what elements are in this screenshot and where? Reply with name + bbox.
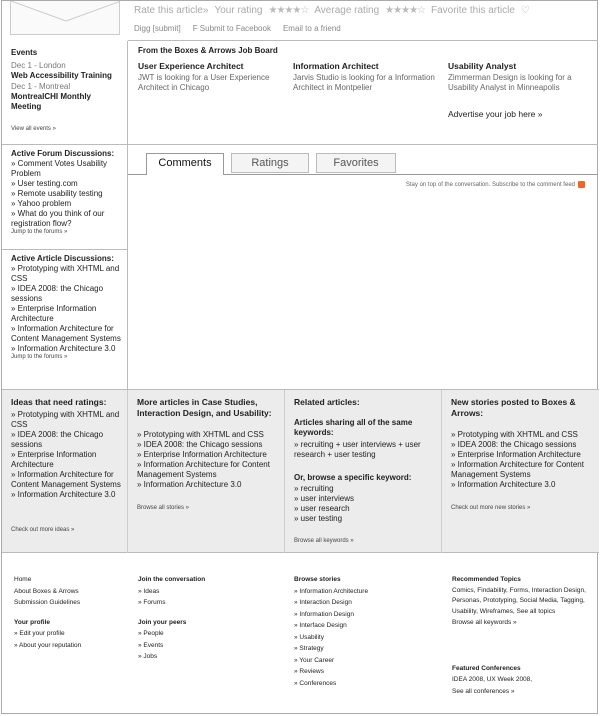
list-item[interactable]: » Information Architecture for Content Management Systems (451, 460, 584, 479)
event-date: Dec 1 - London (11, 61, 66, 70)
left-sidebar (2, 41, 128, 389)
facebook-link[interactable]: F Submit to Facebook (192, 24, 271, 33)
event-name[interactable]: MontrealCHI Monthly Meeting (11, 92, 91, 111)
spacer (452, 629, 592, 663)
list-item[interactable]: » Enterprise Information Architecture (137, 450, 267, 459)
discussion-item[interactable]: » Prototyping with XHTML and CSS (11, 264, 120, 283)
related-heading: Related articles: (294, 397, 360, 407)
keyword-link[interactable]: » user interviews (294, 494, 355, 503)
discussion-item[interactable]: » Information Architecture 3.0 (11, 344, 116, 353)
forum-list (11, 159, 123, 229)
rate-label: Rate this article» (134, 5, 209, 16)
event-name[interactable]: Web Accessibility Training (11, 71, 112, 80)
your-rating-label: Your rating (214, 5, 263, 16)
tab-ratings[interactable]: Ratings (231, 153, 309, 173)
more-new-stories-link[interactable]: Check out more new stories » (451, 505, 531, 511)
job-title[interactable]: Usability Analyst (448, 61, 517, 71)
forum-item[interactable]: » Comment Votes Usability Problem (11, 159, 108, 178)
forum-item[interactable]: » Remote usability testing (11, 189, 103, 198)
list-item[interactable]: » IDEA 2008: the Chicago sessions (137, 440, 263, 449)
discussion-item[interactable]: » Information Architecture for Content Management Systems (11, 324, 121, 343)
browse-keyword-heading: Or, browse a specific keyword: (294, 473, 412, 482)
job-description: Jarvis Studio is looking for a Information Architect in Montpelier (293, 73, 435, 92)
see-all-conferences-link[interactable]: See all conferences » (452, 687, 515, 695)
job-title[interactable]: User Experience Architect (138, 61, 244, 71)
forum-item[interactable]: » What do you think of our registration flow? (11, 209, 105, 228)
footer-link[interactable]: » Usability (294, 633, 324, 641)
list-item[interactable]: » Prototyping with XHTML and CSS (11, 410, 120, 429)
sharing-keywords-heading: Articles sharing all of the same keywords: (294, 418, 413, 437)
footer-link[interactable]: » Jobs (138, 653, 158, 660)
browse-keywords-link[interactable]: Browse all keywords » (452, 619, 517, 626)
keyword-link[interactable]: » recruiting (294, 484, 334, 493)
footer-link[interactable]: » Ideas (138, 587, 160, 595)
divider (2, 249, 128, 250)
recommended-topics-heading: Recommended Topics (452, 576, 521, 583)
join-conversation-heading: Join the conversation (138, 576, 206, 583)
keyword-combination-link[interactable]: » recruiting + user interviews + user research + user testing (294, 440, 421, 459)
article-discussions-section (11, 254, 123, 360)
discussion-item[interactable]: » Enterprise Information Architecture (11, 304, 97, 323)
rating-row (134, 5, 536, 16)
ideas-heading: Ideas that need ratings: (11, 397, 107, 407)
featured-conferences-heading: Featured Conferences (452, 664, 521, 672)
footer-col-community (138, 574, 278, 663)
keyword-list (294, 484, 435, 524)
more-articles-column (128, 390, 285, 553)
footer-link[interactable]: » Events (138, 641, 164, 649)
article-discussions-heading: Active Article Discussions: (11, 254, 114, 263)
job-board (128, 41, 598, 145)
profile-heading: Your profile (14, 618, 50, 626)
job-description: JWT is looking for a User Experience Architect in Chicago (138, 73, 270, 92)
subscribe-text[interactable]: Stay on top of the conversation. Subscribe to the comment feed (405, 182, 575, 189)
rss-icon[interactable] (578, 181, 585, 188)
join-peers-heading: Join your peers (138, 618, 187, 626)
job-description: Zimmerman Design is looking for a Usability Analyst in Minneapolis (448, 73, 572, 92)
spacer (138, 609, 278, 617)
view-all-events-link[interactable]: View all events » (11, 126, 56, 132)
tab-favorites[interactable]: Favorites (316, 153, 396, 173)
new-stories-list (451, 430, 593, 490)
footer-link[interactable]: » About your reputation (14, 641, 82, 649)
footer-link[interactable]: » Reviews (294, 668, 324, 675)
forum-section (11, 149, 123, 235)
footer-col-browse (294, 574, 434, 689)
footer-link[interactable]: » Information Design (294, 610, 354, 618)
footer-link[interactable]: » Edit your profile (14, 630, 65, 637)
forum-item[interactable]: » User testing.com (11, 179, 78, 188)
more-ideas-link[interactable]: Check out more ideas » (11, 527, 75, 533)
divider (2, 144, 128, 145)
list-item[interactable]: » Enterprise Information Architecture (11, 450, 97, 469)
related-articles-column (285, 390, 442, 553)
average-rating-label: Average rating (314, 5, 380, 16)
list-item[interactable]: » Information Architecture 3.0 (137, 480, 242, 489)
conferences-list[interactable]: IDEA 2008, UX Week 2008, (452, 676, 533, 683)
footer-link[interactable]: Submission Guidelines (14, 599, 81, 606)
email-link[interactable]: Email to a friend (282, 24, 341, 33)
digg-link[interactable]: Digg [submit] (134, 24, 181, 33)
ideas-column (2, 390, 128, 553)
list-item[interactable]: » Information Architecture 3.0 (451, 480, 556, 489)
job-title[interactable]: Information Architect (293, 61, 379, 71)
job-listing[interactable] (138, 61, 288, 93)
more-articles-heading: More articles in Case Studies, Interaction Design, and Usability: (137, 397, 272, 418)
keyword-link[interactable]: » user testing (294, 514, 343, 523)
footer-col-site (14, 574, 124, 651)
footer-link[interactable]: » Interaction Design (294, 599, 352, 606)
footer-link[interactable]: Home (14, 576, 32, 583)
browse-all-stories-link[interactable]: Browse all stories » (137, 505, 190, 511)
related-content-band (2, 389, 599, 553)
footer-link[interactable]: » Forums (138, 599, 166, 606)
placeholder-image-icon (11, 1, 120, 35)
heart-icon[interactable]: ♡ (520, 5, 530, 16)
list-item[interactable]: » Information Architecture for Content Management Systems (137, 460, 270, 479)
list-item[interactable]: » Prototyping with XHTML and CSS (451, 430, 578, 439)
average-rating-stars: ★★★★☆ (385, 5, 425, 16)
list-item[interactable]: » Prototyping with XHTML and CSS (137, 430, 264, 439)
your-rating-stars[interactable]: ★★★★☆ (268, 5, 309, 16)
favorite-link[interactable]: Favorite this article (431, 5, 515, 16)
list-item[interactable]: » Enterprise Information Architecture (451, 450, 581, 459)
subscribe-comment-feed[interactable] (406, 181, 585, 188)
share-row (134, 24, 353, 33)
jump-to-forums-link[interactable]: Jump to the forums » (11, 354, 68, 360)
events-section (11, 48, 123, 132)
footer-col-topics (452, 574, 592, 697)
forum-item[interactable]: » Yahoo problem (11, 199, 72, 208)
footer-link[interactable]: About Boxes & Arrows (14, 587, 79, 595)
list-item[interactable]: » IDEA 2008: the Chicago sessions (11, 430, 104, 449)
list-item[interactable]: » Information Architecture 3.0 (11, 490, 116, 499)
more-articles-list (137, 430, 278, 490)
spacer (14, 609, 124, 617)
events-heading: Events (11, 48, 38, 57)
rating-bar (128, 1, 598, 41)
job-board-heading: From the Boxes & Arrows Job Board (138, 46, 278, 55)
ideas-list (11, 410, 121, 500)
browse-stories-heading: Browse stories (294, 576, 341, 583)
discussion-item[interactable]: » IDEA 2008: the Chicago sessions (11, 284, 104, 303)
footer (2, 554, 599, 715)
topics-list[interactable]: Comics, Findability, Forms, Interaction Design, Personas, Prototyping, Social Media, Tagging, Usability, Wireframes, See all topics (452, 586, 586, 615)
list-item[interactable]: » Information Architecture for Content Management Systems (11, 470, 121, 489)
jump-to-forums-link[interactable]: Jump to the forums » (11, 229, 68, 235)
article-discussions-list (11, 264, 123, 354)
job-listing[interactable] (293, 61, 443, 93)
event-date: Dec 1 - Montreal (11, 82, 71, 91)
job-listing[interactable] (448, 61, 598, 93)
footer-link[interactable]: » Conferences (294, 679, 337, 687)
footer-link[interactable]: » Strategy (294, 645, 324, 652)
forum-heading: Active Forum Discussions: (11, 149, 115, 158)
footer-link[interactable]: » People (138, 630, 164, 637)
browse-all-keywords-link[interactable]: Browse all keywords » (294, 538, 354, 544)
footer-link[interactable]: » Information Architecture (294, 587, 369, 595)
image-placeholder (10, 1, 120, 35)
footer-link[interactable]: » Interface Design (294, 622, 347, 629)
keyword-link[interactable]: » user research (294, 504, 350, 513)
new-stories-heading: New stories posted to Boxes & Arrows: (451, 397, 576, 418)
new-stories-column (442, 390, 599, 553)
list-item[interactable]: » IDEA 2008: the Chicago sessions (451, 440, 577, 449)
page-frame (1, 0, 598, 714)
footer-link[interactable]: » Your Career (294, 656, 335, 664)
advertise-job-link[interactable]: Advertise your job here » (448, 109, 543, 119)
tab-comments[interactable]: Comments (146, 153, 224, 175)
